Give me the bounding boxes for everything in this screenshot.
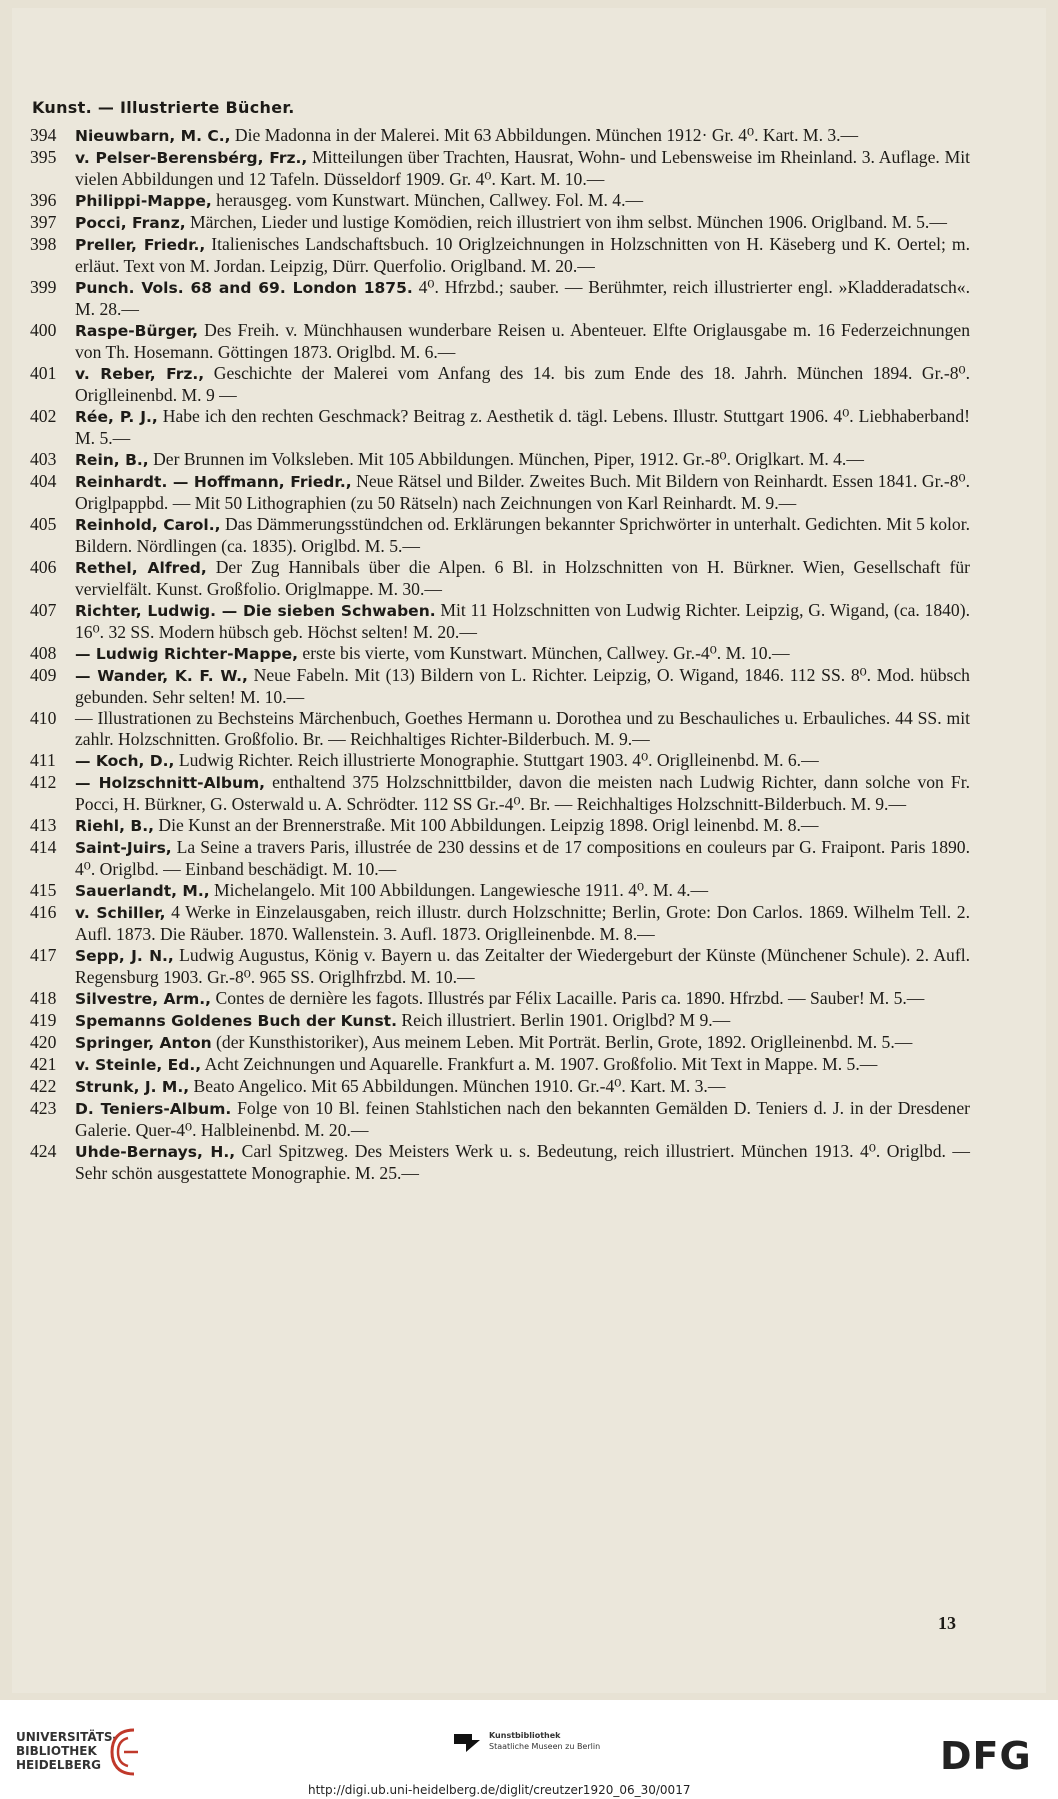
entry-description: Carl Spitzweg. Des Meisters Werk u. s. Bedeutung, reich illustriert. München 1913. 4⁰. Origlbd. — Sehr schön ausgestattete Monographie. M. 25.— [75,1141,970,1183]
entry-number: 403 [30,449,57,469]
entry-author: Rée, P. J., [75,408,158,426]
catalog-entry [30,1098,970,1141]
catalog-entry [30,147,970,190]
entry-description: Märchen, Lieder und lustige Komödien, reich illustriert von ihm selbst. München 1906. Origlband. M. 5.— [185,212,947,232]
entry-author: Reinhardt. — Hoffmann, Friedr., [75,473,352,491]
entry-number: 423 [30,1098,57,1118]
catalog-entry [30,406,970,449]
catalog-entry [30,514,970,557]
entry-number: 412 [30,772,57,792]
kunstbibliothek-emblem-icon [452,1730,482,1754]
entry-description: Des Freih. v. Münchhausen wunderbare Reisen u. Abenteuer. Elfte Origlausgabe m. 16 Federzeichnungen von Th. Hosemann. Göttingen 1873. Origlbd. M. 6.— [75,320,970,362]
entry-number: 422 [30,1076,57,1096]
kunstbibliothek-subtitle: Staatliche Museen zu Berlin [489,1742,601,1751]
entry-author: v. Reber, Frz., [75,365,205,383]
catalog-entry [30,902,970,945]
entry-number: 405 [30,514,57,534]
entry-description: Der Brunnen im Volksleben. Mit 105 Abbildungen. München, Piper, 1912. Gr.-8⁰. Origlkart. M. 4.— [148,449,864,469]
entry-author: — Holzschnitt-Album, [75,774,266,792]
entry-description: 4 Werke in Einzelausgaben, reich illustr. durch Holzschnitte; Berlin, Grote: Don Carlos. 1869. Wilhelm Tell. 2. Aufl. 1873. Die Räuber. 1870. Wallenstein. 3. Aufl. 1873. Origlleinenbde. M. 8.— [75,902,970,944]
entry-description: Ludwig Augustus, König v. Bayern u. das Zeitalter der Wiedergeburt der Künste (Münchener Schule). 2. Aufl. Regensburg 1903. Gr.-8⁰. 965 SS. Origlhfrzbd. M. 10.— [75,945,970,987]
entry-author: Rethel, Alfred, [75,559,207,577]
entry-description: Mit 11 Holzschnitten von Ludwig Richter. Leipzig, G. Wigand, (ca. 1840). 16⁰. 32 SS. Modern hübsch geb. Höchst selten! M. 20.— [75,600,970,642]
ub-heidelberg-logo[interactable] [16,1730,118,1772]
catalog-entry [30,277,970,320]
entry-number: 416 [30,902,57,922]
catalog-entry [30,212,970,234]
entry-author: Riehl, B., [75,817,154,835]
entry-number: 409 [30,665,57,685]
entry-description: Die Madonna in der Malerei. Mit 63 Abbildungen. München 1912· Gr. 4⁰. Kart. M. 3.— [230,125,859,145]
entry-author: Sepp, J. N., [75,947,174,965]
catalog-entry [30,1032,970,1054]
catalog-entry [30,449,970,471]
catalog-entry [30,1010,970,1032]
ub-emblem-icon [104,1726,140,1778]
entry-number: 407 [30,600,57,620]
catalog-entry [30,1054,970,1076]
entry-author: — Koch, D., [75,752,175,770]
entry-author: Springer, Anton [75,1034,212,1052]
entry-description: Neue Rätsel und Bilder. Zweites Buch. Mit Bildern von Reinhardt. Essen 1841. Gr.-8⁰. Origlpappbd. — Mit 50 Lithographien (zu 50 Rätseln) nach Zeichnungen von Karl Reinhardt. M. 9.— [75,471,971,513]
entry-number: 418 [30,988,57,1008]
catalog-entry [30,363,970,406]
catalog-entry [30,643,970,665]
catalog-entry [30,234,970,277]
section-heading: Kunst. — Illustrierte Bücher. [32,98,295,117]
entry-description: Die Kunst an der Brennerstraße. Mit 100 Abbildungen. Leipzig 1898. Origl leinenbd. M. 8.— [153,815,819,835]
catalog-entry [30,837,970,880]
entry-author: v. Steinle, Ed., [75,1056,202,1074]
entry-number: 406 [30,557,57,577]
catalog-entry [30,1141,970,1184]
entry-author: Silvestre, Arm., [75,990,212,1008]
entry-description: Reich illustriert. Berlin 1901. Origlbd? M 9.— [396,1010,731,1030]
catalog-content [30,98,970,1184]
entry-author: Pocci, Franz, [75,214,186,232]
entry-description: Contes de dernière les fagots. Illustrés par Félix Lacaille. Paris ca. 1890. Hfrzbd. — Sauber! M. 5.— [211,988,925,1008]
catalog-entry [30,190,970,212]
catalog-entry [30,125,970,147]
footer-bar [0,1700,1058,1799]
entry-number: 401 [30,363,57,383]
dfg-logo[interactable]: DFG [940,1734,1032,1778]
entry-number: 420 [30,1032,57,1052]
entry-author: — Wander, K. F. W., [75,667,248,685]
entry-description: Beato Angelico. Mit 65 Abbildungen. München 1910. Gr.-4⁰. Kart. M. 3.— [189,1076,726,1096]
entry-number: 408 [30,643,57,663]
entry-number: 424 [30,1141,57,1161]
catalog-entry [30,772,970,815]
entry-author: Rein, B., [75,451,149,469]
entry-author: v. Pelser-Berensbérg, Frz., [75,149,308,167]
entry-author: Raspe-Bürger, [75,322,199,340]
catalog-entry [30,988,970,1010]
entry-description: Folge von 10 Bl. feinen Stahlstichen nach den bekannten Gemälden D. Teniers d. J. in der Dresdener Galerie. Quer-4⁰. Halbleinenbd. M. 20.— [75,1098,970,1140]
library-name-line3: HEIDELBERG [16,1758,101,1772]
entry-description: Ludwig Richter. Reich illustrierte Monographie. Stuttgart 1903. 4⁰. Origlleinenbd. M. 6.— [174,750,819,770]
page-number: 13 [938,1613,956,1633]
catalog-entry [30,750,970,772]
entry-number: 397 [30,212,57,232]
entry-description: Mitteilungen über Trachten, Hausrat, Wohn- und Lebensweise im Rheinland. 3. Auflage. Mit vielen Abbildungen und 12 Tafeln. Düsseldorf 1909. Gr. 4⁰. Kart. M. 10.— [75,147,970,189]
entry-author: Richter, Ludwig. — Die sieben Schwaben. [75,602,436,620]
entry-description: Geschichte der Malerei vom Anfang des 14. bis zum Ende des 18. Jahrh. München 1894. Gr.-8⁰. Origlleinenbd. M. 9 — [75,363,970,405]
entry-author: Punch. Vols. 68 and 69. London 1875. [75,279,413,297]
catalog-entry [30,815,970,837]
entry-number: 419 [30,1010,57,1030]
catalog-entry [30,708,970,750]
entry-author: Reinhold, Carol., [75,516,221,534]
entry-number: 417 [30,945,57,965]
catalog-entry [30,945,970,988]
entry-number: 395 [30,147,57,167]
permalink-url[interactable]: http://digi.ub.uni-heidelberg.de/diglit/creutzer1920_06_30/0017 [308,1783,691,1797]
library-name-line1: UNIVERSITÄTS- [16,1730,118,1744]
entry-description: herausgeg. vom Kunstwart. München, Callwey. Fol. M. 4.— [211,190,644,210]
entry-description: (der Kunsthistoriker), Aus meinem Leben. Mit Porträt. Berlin, Grote, 1892. Origlleinenbd. M. 5.— [211,1032,913,1052]
entry-number: 421 [30,1054,57,1074]
entry-author: D. Teniers-Album. [75,1100,232,1118]
entry-description: enthaltend 375 Holzschnittbilder, davon die meisten nach Ludwig Richter, dann solche von Fr. Pocci, H. Bürkner, G. Osterwald u. A. Schrödter. 112 SS Gr.-4⁰. Br. — Reichhaltiges Holzschnitt-Bilderbuch. M. 9.— [75,772,970,814]
kunstbibliothek-name: Kunstbibliothek [489,1731,561,1740]
entry-author: Nieuwbarn, M. C., [75,127,231,145]
entry-number: 404 [30,471,57,491]
entry-description: Neue Fabeln. Mit (13) Bildern von L. Richter. Leipzig, O. Wigand, 1846. 112 SS. 8⁰. Mod. hübsch gebunden. Sehr selten! M. 10.— [75,665,970,707]
catalog-entry [30,665,970,708]
entry-description: Italienisches Landschaftsbuch. 10 Origlzeichnungen in Holzschnitten von H. Käseberg und K. Oertel; m. erläut. Text von M. Jordan. Leipzig, Dürr. Querfolio. Origlband. M. 20.— [75,234,970,276]
entry-author: v. Schiller, [75,904,166,922]
entry-author: Saint-Juirs, [75,839,172,857]
entry-number: 411 [30,750,56,770]
entry-number: 394 [30,125,57,145]
entry-number: 399 [30,277,57,297]
entry-author: Philippi-Mappe, [75,192,212,210]
entry-author: Sauerlandt, M., [75,882,210,900]
catalog-entry [30,600,970,643]
entry-number: 402 [30,406,57,426]
entry-description: Das Dämmerungsstündchen od. Erklärungen bekannter Sprichwörter in unterhalt. Gedichten. Mit 5 kolor. Bildern. Nördlingen (ca. 1835). Origlbd. M. 5.— [75,514,971,556]
entry-number: 413 [30,815,57,835]
catalog-entry [30,320,970,363]
catalog-entry [30,880,970,902]
entry-author: Uhde-Bernays, H., [75,1143,236,1161]
library-name-line2: BIBLIOTHEK [16,1744,97,1758]
entry-number: 396 [30,190,57,210]
entry-description: Acht Zeichnungen und Aquarelle. Frankfurt a. M. 1907. Großfolio. Mit Text in Mappe. M. 5.— [201,1054,878,1074]
catalog-entry [30,471,970,514]
entry-number: 414 [30,837,57,857]
entry-description: Michelangelo. Mit 100 Abbildungen. Langewiesche 1911. 4⁰. M. 4.— [209,880,709,900]
entry-list [30,125,970,1184]
entry-description: 4⁰. Hfrzbd.; sauber. — Berühmter, reich illustrierter engl. »Kladderadatsch«. M. 28.— [75,277,970,319]
entry-description: Habe ich den rechten Geschmack? Beitrag z. Aesthetik d. tägl. Lebens. Illustr. Stuttgart 1906. 4⁰. Liebhaberband! M. 5.— [75,406,971,448]
entry-description: erste bis vierte, vom Kunstwart. München, Callwey. Gr.-4⁰. M. 10.— [297,643,790,663]
entry-author: Preller, Friedr., [75,236,206,254]
entry-author: — Ludwig Richter-Mappe, [75,645,298,663]
entry-number: 410 [30,708,57,728]
catalog-entry [30,1076,970,1098]
entry-number: 400 [30,320,57,340]
entry-description: La Seine a travers Paris, illustrée de 230 dessins et de 17 compositions en couleurs par G. Fraipont. Paris 1890. 4⁰. Origlbd. — Einband beschädigt. M. 10.— [75,837,970,879]
catalog-entry [30,557,970,600]
entry-description: — Illustrationen zu Bechsteins Märchenbuch, Goethes Hermann u. Dorothea und zu Beschauliches u. Erbauliches. 44 SS. mit zahlr. Holzschnitten. Großfolio. Br. — Reichhaltiges Richter-Bilderbuch. M. 9.— [75,708,970,749]
entry-number: 398 [30,234,57,254]
kunstbibliothek-logo[interactable] [452,1730,601,1758]
entry-author: Strunk, J. M., [75,1078,190,1096]
entry-description: Der Zug Hannibals über die Alpen. 6 Bl. in Holzschnitten von H. Bürkner. Wien, Gesellschaft für vervielfält. Kunst. Großfolio. Origlmappe. M. 30.— [75,557,970,599]
entry-number: 415 [30,880,57,900]
entry-author: Spemanns Goldenes Buch der Kunst. [75,1012,397,1030]
